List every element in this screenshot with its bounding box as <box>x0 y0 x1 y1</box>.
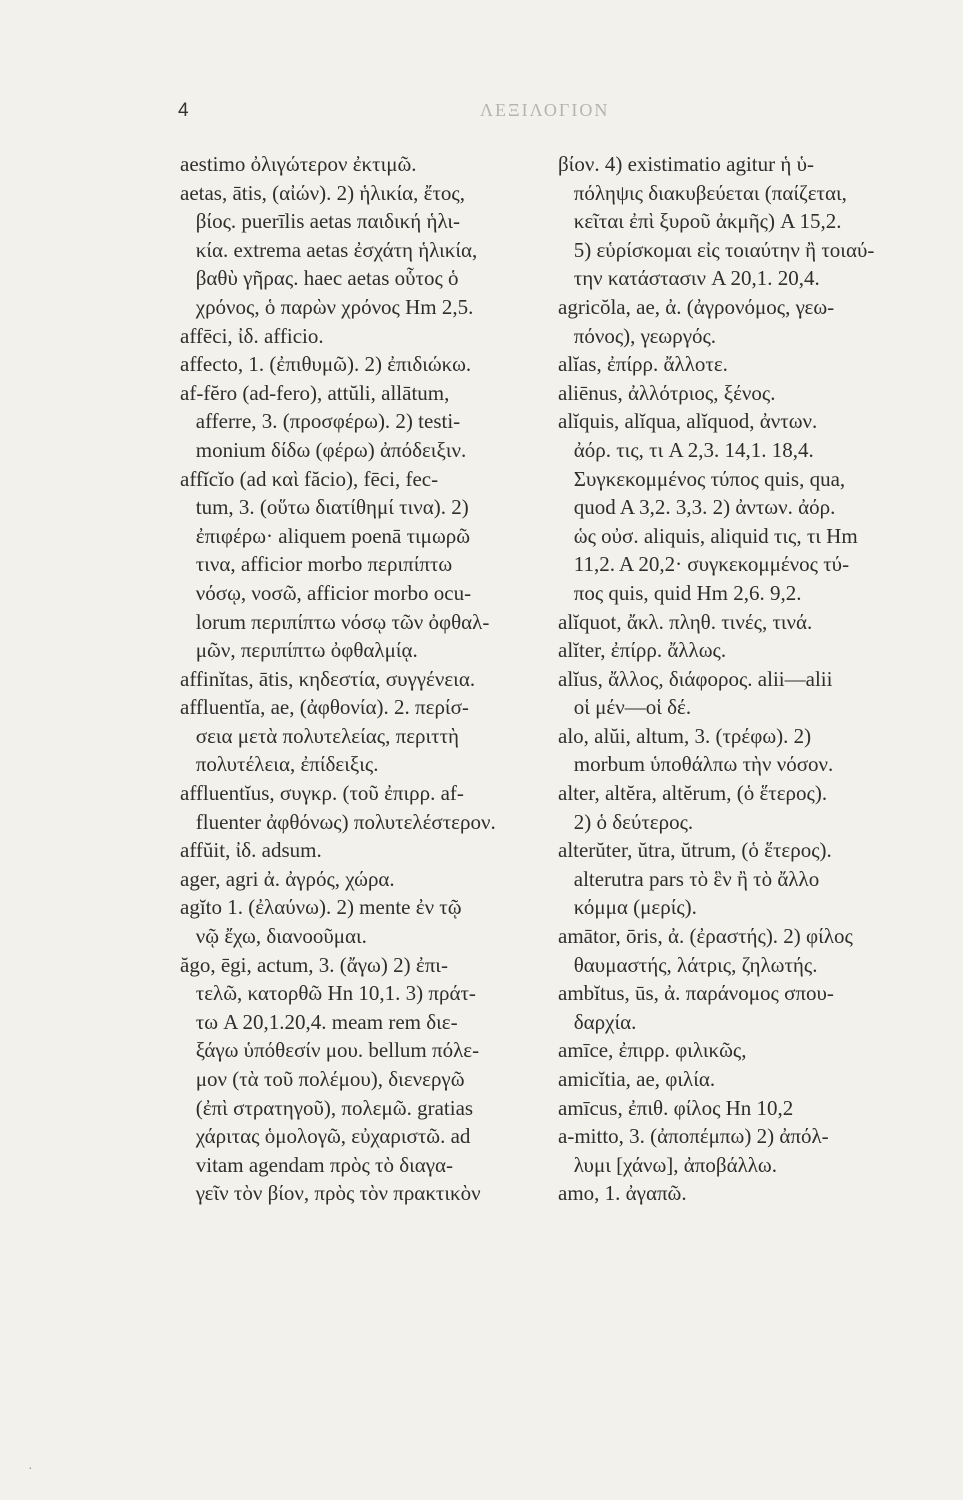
dictionary-line: πος quis, quid Hm 2,6. 9,2. <box>558 580 802 605</box>
dictionary-line: amīcus, ἐπιθ. φίλος Hn 10,2 <box>558 1095 794 1120</box>
dictionary-line: tum, 3. (οὕτω διατίθημί τινα). 2) <box>180 495 469 520</box>
right-column <box>558 150 928 1208</box>
dictionary-line: lorum περιπίπτω νόσῳ τῶν ὀφθαλ- <box>180 609 490 634</box>
dictionary-line: alĭquot, ἄκλ. πληθ. τινές, τινά. <box>558 609 813 634</box>
dictionary-line: alĭas, ἐπίρρ. ἄλλοτε. <box>558 352 728 377</box>
dictionary-line: alterŭter, ŭtra, ŭtrum, (ὁ ἕτερος). <box>558 838 832 863</box>
dictionary-line: amicĭtia, ae, φιλία. <box>558 1067 716 1091</box>
dictionary-line: ager, agri ἀ. ἀγρός, χώρα. <box>180 866 395 891</box>
dictionary-line: βίος. puerīlis aetas παιδική ἡλι- <box>180 209 461 234</box>
dictionary-line: κεῖται ἐπὶ ξυροῦ ἀκμῆς) A 15,2. <box>558 209 842 234</box>
dictionary-line: aestimo ὀλιγώτερον ἐκτιμῶ. <box>180 152 417 176</box>
dictionary-line: νῷ ἔχω, διανοοῦμαι. <box>180 924 367 949</box>
dictionary-line: τελῶ, κατορθῶ Hn 10,1. 3) πράτ- <box>180 981 476 1006</box>
dictionary-line: 2) ὁ δεύτερος. <box>558 809 694 834</box>
dictionary-line: alĭter, ἐπίρρ. ἄλλως. <box>558 638 727 663</box>
dictionary-line: χάριτας ὁμολογῶ, εὐχαριστῶ. ad <box>180 1124 471 1149</box>
corner-mark: · <box>28 1462 33 1477</box>
dictionary-line: οἱ μέν—οἱ δέ. <box>558 695 692 720</box>
dictionary-line: μον (τὰ τοῦ πολέμου), διενεργῶ <box>180 1067 465 1091</box>
dictionary-line: alter, altĕra, altĕrum, (ὁ ἕτερος). <box>558 781 828 806</box>
dictionary-line: τω A 20,1.20,4. meam rem διε- <box>180 1009 458 1034</box>
dictionary-line: affluentĭus, συγκρ. (τοῦ ἐπιρρ. af- <box>180 781 464 806</box>
dictionary-line: βίον. 4) existimatio agitur ἡ ὑ- <box>558 152 814 176</box>
dictionary-line: ὡς οὐσ. aliquis, aliquid τις, τι Hm <box>558 523 858 548</box>
dictionary-line: affinĭtas, ātis, κηδεστία, συγγένεια. <box>180 666 476 691</box>
dictionary-line: βαθὺ γῆρας. haec aetas οὗτος ὁ <box>180 266 459 291</box>
dictionary-line: 5) εὑρίσκομαι εἰς τοιαύτην ἢ τοιαύ- <box>558 237 875 262</box>
dictionary-line: χρόνος, ὁ παρὼν χρόνος Hm 2,5. <box>180 294 474 319</box>
dictionary-line: πολυτέλεια, ἐπίδειξις. <box>180 752 379 777</box>
dictionary-line: alo, alŭi, altum, 3. (τρέφω). 2) <box>558 723 812 748</box>
left-column <box>180 150 550 1208</box>
dictionary-line: ξάγω ὑπόθεσίν μου. bellum πόλε- <box>180 1038 480 1063</box>
dictionary-line: νόσῳ, νοσῶ, afficior morbo ocu- <box>180 580 472 605</box>
dictionary-line: ăgo, ēgi, actum, 3. (ἄγω) 2) ἐπι- <box>180 952 448 977</box>
dictionary-line: affĭcĭo (ad καὶ făcio), fēci, fec- <box>180 466 439 491</box>
dictionary-line: κόμμα (μερίς). <box>558 895 697 920</box>
dictionary-line: Συγκεκομμένος τύπος quis, qua, <box>558 466 846 491</box>
dictionary-line: affecto, 1. (ἐπιθυμῶ). 2) ἐπιδιώκω. <box>180 352 472 377</box>
dictionary-line: a-mitto, 3. (ἀποπέμπω) 2) ἀπόλ- <box>558 1124 829 1149</box>
dictionary-line: κία. extrema aetas ἐσχάτη ἡλικία, <box>180 237 478 262</box>
dictionary-line: affēci, ἰδ. afficio. <box>180 323 324 348</box>
dictionary-line: vitam agendam πρὸς τὸ διαγα- <box>180 1152 454 1177</box>
dictionary-line: aliēnus, ἀλλότριος, ξένος. <box>558 380 776 405</box>
dictionary-line: (ἐπὶ στρατηγοῦ), πολεμῶ. gratias <box>180 1095 474 1120</box>
dictionary-line: alĭquis, alĭqua, alĭquod, ἀντων. <box>558 409 818 434</box>
dictionary-line: μῶν, περιπίπτω ὀφθαλμίᾳ. <box>180 638 418 663</box>
dictionary-line: agricŏla, ae, ἀ. (ἀγρονόμος, γεω- <box>558 294 835 319</box>
dictionary-line: ambĭtus, ūs, ἀ. παράνομος σπου- <box>558 981 834 1006</box>
dictionary-line: affluentĭa, ae, (ἀφθονία). 2. περίσ- <box>180 695 469 720</box>
dictionary-line: aetas, ātis, (αἰών). 2) ἡλικία, ἔτος, <box>180 180 465 205</box>
dictionary-line: fluenter ἀφθόνως) πολυτελέστερον. <box>180 809 496 834</box>
running-head: ΛΕΞΙΛΟΓΙΟΝ <box>480 100 610 120</box>
dictionary-line: af-fĕro (ad-fero), attŭli, allātum, <box>180 380 450 405</box>
dictionary-line: agĭto 1. (ἐλαύνω). 2) mente ἐν τῷ <box>180 895 462 920</box>
dictionary-line: amo, 1. ἀγαπῶ. <box>558 1181 687 1206</box>
dictionary-line: affŭit, ἰδ. adsum. <box>180 838 322 863</box>
dictionary-line: ἀόρ. τις, τι A 2,3. 14,1. 18,4. <box>558 437 814 462</box>
dictionary-line: θαυμαστής, λάτρις, ζηλωτής. <box>558 952 818 977</box>
dictionary-line: την κατάστασιν A 20,1. 20,4. <box>558 266 820 291</box>
dictionary-line: monium δίδω (φέρω) ἀπόδειξιν. <box>180 437 467 462</box>
dictionary-line: morbum ὑποθάλπω τὴν νόσον. <box>558 752 834 777</box>
dictionary-line: 11,2. A 20,2· συγκεκομμένος τύ- <box>558 552 850 577</box>
dictionary-line: ἐπιφέρω· aliquem poenā τιμωρῶ <box>180 523 471 548</box>
dictionary-line: afferre, 3. (προσφέρω). 2) testi- <box>180 409 461 434</box>
dictionary-line: δαρχία. <box>558 1009 637 1034</box>
dictionary-line: quod A 3,2. 3,3. 2) ἀντων. ἀόρ. <box>558 495 836 520</box>
dictionary-line: alterutra pars τὸ ἓν ἢ τὸ ἄλλο <box>558 866 820 891</box>
dictionary-line: πόληψις διακυβεύεται (παίζεται, <box>558 180 847 205</box>
dictionary-line: amīce, ἐπιρρ. φιλικῶς, <box>558 1038 747 1063</box>
dictionary-line: amātor, ōris, ἀ. (ἐραστής). 2) φίλος <box>558 924 853 949</box>
dictionary-line: τινα, afficior morbo περιπίπτω <box>180 552 453 577</box>
page-number: 4 <box>178 100 189 121</box>
dictionary-line: γεῖν τὸν βίον, πρὸς τὸν πρακτικὸν <box>180 1181 481 1206</box>
dictionary-line: λυμι [χάνω], ἀποβάλλω. <box>558 1152 778 1177</box>
dictionary-line: alĭus, ἄλλος, διάφορος. alii—alii <box>558 666 833 691</box>
dictionary-line: σεια μετὰ πολυτελείας, περιττὴ <box>180 723 459 748</box>
dictionary-line: πόνος), γεωργός. <box>558 323 717 348</box>
